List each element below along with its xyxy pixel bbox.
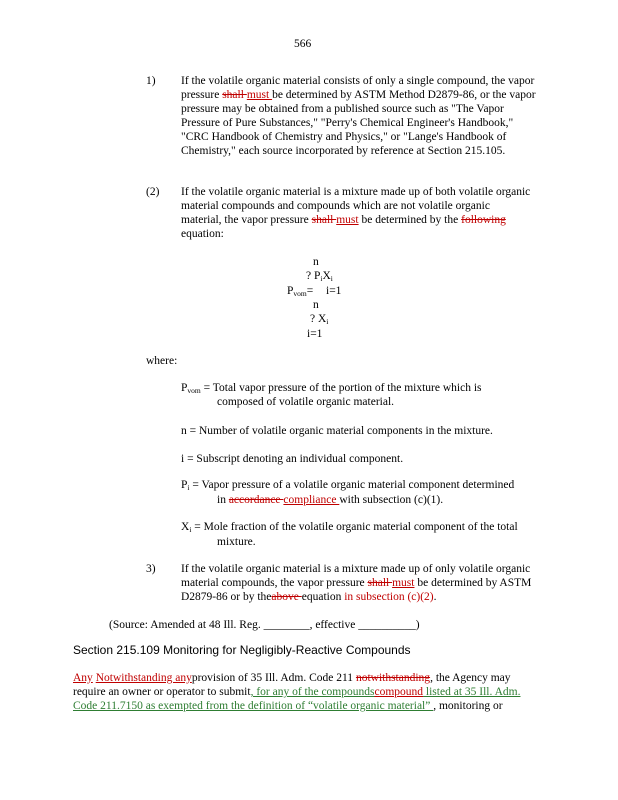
item-2-text: If the volatile organic material is a mixture made up of both volatile organic material compounds and compounds which are not volatile organic material, the vapor pressure shall must be determined by the following equation: — [181, 186, 531, 240]
item-1-number: 1) — [146, 75, 156, 87]
deleted-text: shall — [222, 89, 247, 101]
equation-i-top: i=1 — [326, 285, 342, 297]
def-pi-line2: in accordance compliance with subsection (c)(1). — [217, 494, 444, 506]
deleted-text: shall — [367, 577, 393, 589]
def-n: n = Number of volatile organic material components in the mixture. — [181, 425, 493, 437]
page-number: 566 — [294, 38, 312, 50]
def-pi: $P_i$ = Vapor pressure of a volatile organic material component determined — [181, 479, 515, 492]
equation-n-top: n — [313, 256, 319, 268]
item-2-number: (2) — [146, 186, 160, 198]
equation-denominator: ? $X_i$ — [310, 313, 329, 326]
item-3-text: If the volatile organic material is a mixture made up of only volatile organic material compounds, the vapor pressure shall must be determined by ASTM D2879-86 or by theabove equation in subsection (c)(2). — [181, 563, 532, 603]
inserted-text: Any — [73, 672, 93, 684]
deleted-text: shall — [311, 214, 337, 226]
inserted-text: listed at 35 Ill. Adm. Code 211.7150 as exempted from the definition of “volatile organic material” — [73, 686, 521, 712]
equation-i-bottom: i=1 — [307, 328, 323, 340]
inserted-text: must — [392, 577, 415, 589]
equation-numerator: ? $P_iX_i$ — [306, 270, 333, 283]
section-body: Any Notwithstanding anyprovision of 35 Ill. Adm. Code 211 notwithstanding, the Agency may require an owner or operator to submit, for any of the compoundscompound listed at 35 Ill. Adm. Code 211.7150 as exempted from the definition of “volatile organic material” , monitoring or — [73, 672, 521, 712]
inserted-text: must — [246, 89, 273, 101]
def-xi-line2: mixture. — [217, 536, 256, 548]
def-i: i = Subscript denoting an individual component. — [181, 453, 404, 465]
def-pvom-line2: composed of volatile organic material. — [217, 396, 395, 408]
deleted-text: following — [461, 214, 506, 226]
section-heading: Section 215.109 Monitoring for Negligibly-Reactive Compounds — [73, 643, 411, 657]
equation-n-bottom: n — [313, 299, 319, 311]
inserted-text: must — [336, 214, 359, 226]
equation-lhs: $P_{vom}=$ — [287, 285, 314, 298]
def-pvom: $P_{vom}$ = Total vapor pressure of the portion of the mixture which is — [181, 382, 482, 395]
inserted-text: in subsection (c)(2) — [344, 591, 434, 603]
deleted-text: notwithstanding — [355, 672, 431, 684]
deleted-text: above — [271, 591, 302, 603]
inserted-text: Notwithstanding any — [95, 672, 192, 684]
item-3-number: 3) — [146, 563, 156, 575]
inserted-text: compliance — [283, 494, 340, 506]
where-label: where: — [146, 355, 178, 367]
source-note: (Source: Amended at 48 Ill. Reg. ________, effective __________) — [109, 619, 420, 631]
deleted-text: accordance — [228, 494, 284, 506]
inserted-text: , for any of the compounds — [250, 686, 375, 698]
inserted-text: compound — [374, 686, 424, 698]
def-xi: $X_i$ = Mole fraction of the volatile organic material component of the total — [181, 521, 518, 534]
item-1-text: If the volatile organic material consists of only a single compound, the vapor pressure shall must be determined by ASTM Method D2879-86, or the vapor pressure may be obtained from a published source such as "The Vapor Pressure of Pure Substances," "Perry's Chemical Engineer's Handbook," "CRC Handbook of Chemistry and Physics," or "Lange's Handbook of Chemistry," each source incorporated by reference at Section 215.105. — [181, 75, 536, 157]
